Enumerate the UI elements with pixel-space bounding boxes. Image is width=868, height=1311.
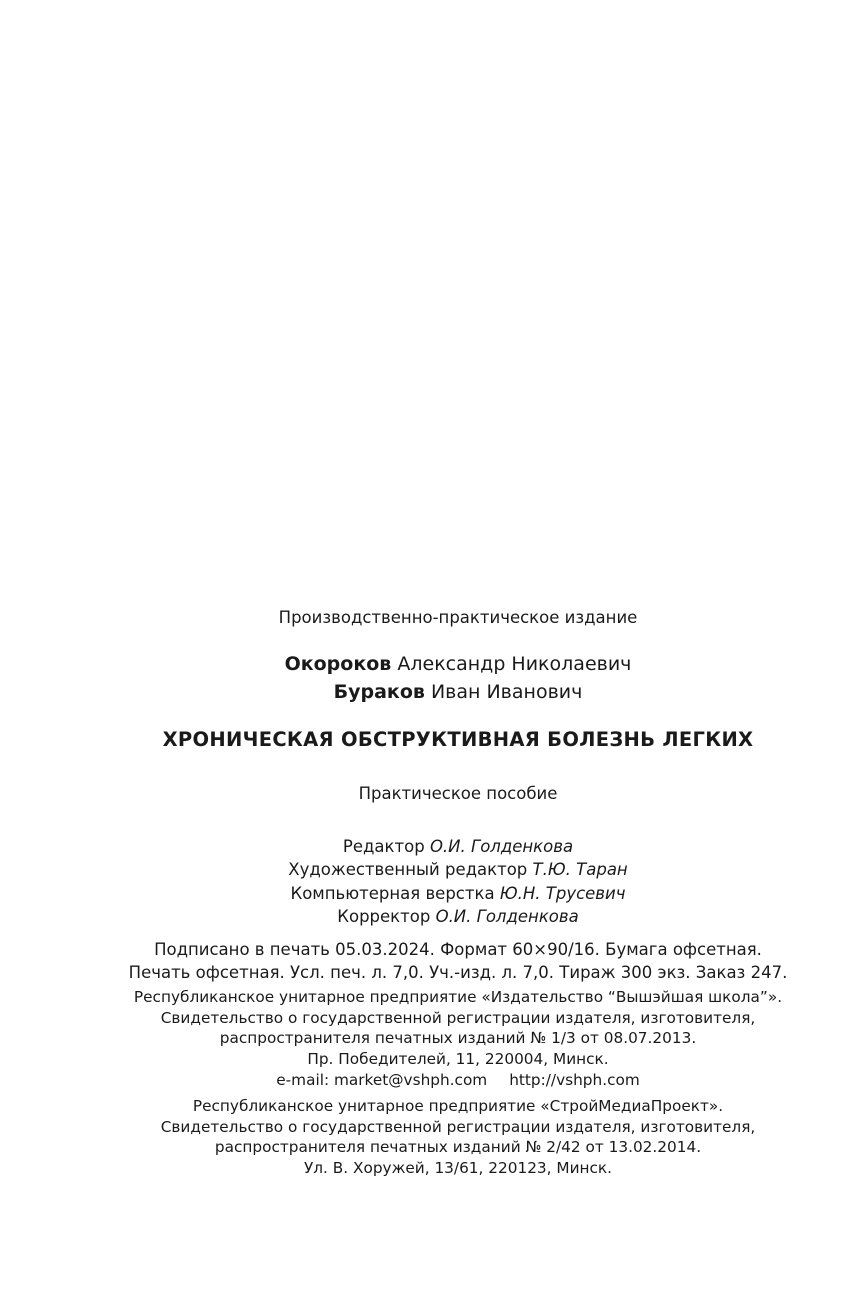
author-2 <box>0 678 868 706</box>
credit-person: О.И. Голденкова <box>429 837 574 856</box>
author-1-given-names: Александр Николаевич <box>397 653 632 675</box>
publisher-contacts <box>0 1070 868 1091</box>
publisher-address: Пр. Победителей, 11, 220004, Минск. <box>307 1049 609 1068</box>
credit-proofreader <box>0 905 868 928</box>
credit-person: Ю.Н. Трусевич <box>499 883 626 903</box>
printer-certificate: Свидетельство о государственной регистрации издателя, изготовителя, <box>160 1117 756 1136</box>
imprint-block <box>0 606 868 1179</box>
credit-layout <box>0 882 868 905</box>
author-1 <box>0 650 868 678</box>
print-info <box>0 939 868 984</box>
publisher-certificate: Свидетельство о государственной регистрации издателя, изготовителя, <box>160 1008 756 1027</box>
printer-certificate-number: распространителя печатных изданий № 2/42 от 13.02.2014. <box>214 1138 702 1157</box>
printer-address: Ул. В. Хоружей, 13/61, 220123, Минск. <box>303 1158 613 1177</box>
printer-name: Республиканское унитарное предприятие «СтройМедиаПроект». <box>192 1097 724 1116</box>
author-2-given-names: Иван Иванович <box>430 681 583 703</box>
publisher-info <box>0 987 868 1090</box>
publisher-certificate-number: распространителя печатных изданий № 1/3 от 08.07.2013. <box>219 1029 697 1048</box>
credit-art-editor <box>0 858 868 881</box>
credit-person: О.И. Голденкова <box>435 906 579 926</box>
credit-editor <box>0 835 868 858</box>
credit-role: Компьютерная верстка <box>290 883 495 903</box>
print-info-line: Печать офсетная. Усл. печ. л. 7,0. Уч.-изд. л. 7,0. Тираж 300 экз. Заказ 247. <box>128 962 788 982</box>
book-title: ХРОНИЧЕСКАЯ ОБСТРУКТИВНАЯ БОЛЕЗНЬ ЛЕГКИХ <box>162 728 754 751</box>
credit-person: Т.Ю. Таран <box>532 860 628 880</box>
credits <box>0 835 868 928</box>
credit-role: Художественный редактор <box>288 860 528 880</box>
credit-role: Редактор <box>342 837 425 856</box>
author-1-surname: Окороков <box>284 653 392 675</box>
printer-info <box>0 1096 868 1178</box>
print-info-line: Подписано в печать 05.03.2024. Формат 60×90/16. Бумага офсетная. <box>154 940 762 960</box>
edition-type: Производственно-практическое издание <box>278 608 638 627</box>
author-2-surname: Бураков <box>333 681 425 703</box>
publisher-website: http://vshph.com <box>509 1070 640 1089</box>
publisher-name: Республиканское унитарное предприятие «Издательство “Вышэйшая школа”». <box>133 988 783 1007</box>
authors <box>0 650 868 706</box>
credit-role: Корректор <box>337 906 431 926</box>
publisher-email: e-mail: market@vshph.com <box>276 1070 488 1089</box>
book-subtitle: Практическое пособие <box>358 784 558 803</box>
